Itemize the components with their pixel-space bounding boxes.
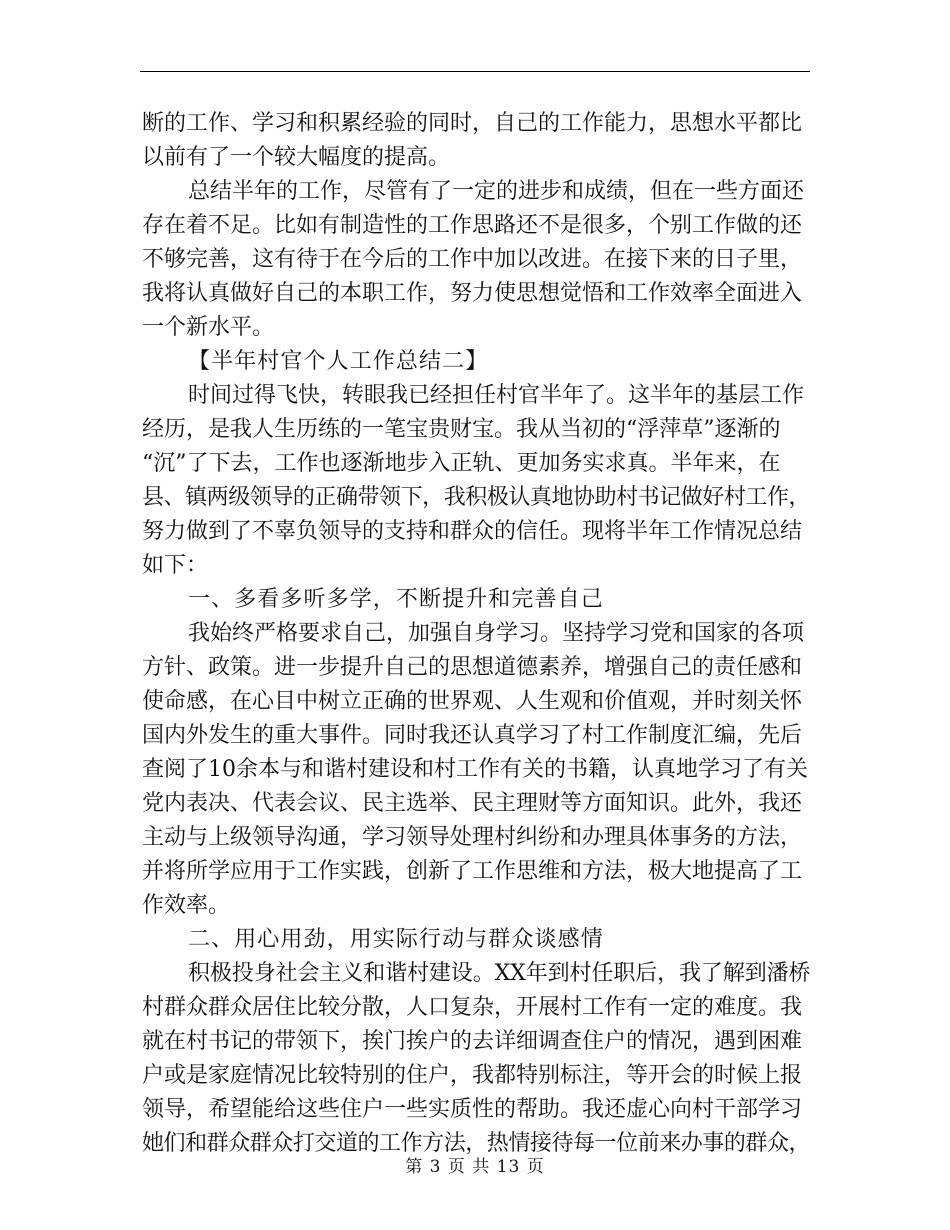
text-line: 不够完善，这有待于在今后的工作中加以改进。在接下来的日子里，	[142, 247, 803, 272]
text-line: 查阅了10余本与和谐村建设和村工作有关的书籍，认真地学习了有关	[142, 757, 808, 782]
text-line: 努力做到了不辜负领导的支持和群众的信任。现将半年工作情况总结	[142, 519, 803, 544]
text-line: 如下：	[142, 553, 209, 578]
text-line: 我始终严格要求自己，加强自身学习。坚持学习党和国家的各项	[188, 621, 805, 646]
text-line: 二、用心用劲，用实际行动与群众谈感情	[188, 927, 604, 952]
text-line: 一、多看多听多学，不断提升和完善自己	[188, 587, 604, 612]
text-line: 经历，是我人生历练的一笔宝贵财宝。我从当初的“浮萍草”逐渐的	[142, 417, 781, 442]
text-line: 我将认真做好自己的本职工作，努力使思想觉悟和工作效率全面进入	[142, 281, 803, 306]
text-line: 总结半年的工作，尽管有了一定的进步和成绩，但在一些方面还	[188, 179, 805, 204]
text-line: 【半年村官个人工作总结二】	[188, 349, 489, 374]
text-line: 断的工作、学习和积累经验的同时，自己的工作能力，思想水平都比	[142, 111, 803, 136]
text-line: “沉”了下去，工作也逐渐地步入正轨、更加务实求真。半年来，在	[142, 451, 781, 476]
text-line: 她们和群众群众打交道的工作方法，热情接待每一位前来办事的群众，	[142, 1131, 811, 1156]
text-line: 国内外发生的重大事件。同时我还认真学习了村工作制度汇编，先后	[142, 723, 803, 748]
text-line: 党内表决、代表会议、民主选举、民主理财等方面知识。此外，我还	[142, 791, 803, 816]
text-line: 积极投身社会主义和谐村建设。XX年到村任职后，我了解到潘桥	[188, 961, 811, 986]
text-line: 时间过得飞快，转眼我已经担任村官半年了。这半年的基层工作	[188, 383, 805, 408]
text-line: 并将所学应用于工作实践，创新了工作思维和方法，极大地提高了工	[142, 859, 803, 884]
text-line: 县、镇两级领导的正确带领下，我积极认真地协助村书记做好村工作，	[142, 485, 811, 510]
text-line: 就在村书记的带领下，挨门挨户的去详细调查住户的情况，遇到困难	[142, 1029, 803, 1054]
text-line: 存在着不足。比如有制造性的工作思路还不是很多，个别工作做的还	[142, 213, 803, 238]
header-rule	[140, 71, 810, 72]
text-line: 以前有了一个较大幅度的提高。	[142, 145, 451, 170]
text-line: 主动与上级领导沟通，学习领导处理村纠纷和办理具体事务的方法，	[142, 825, 803, 850]
page-footer: 第 3 页 共 13 页	[405, 1157, 545, 1177]
text-line: 一个新水平。	[142, 315, 275, 340]
text-line: 作效率。	[142, 893, 231, 918]
document-body	[142, 107, 810, 1161]
text-line: 村群众群众居住比较分散，人口复杂，开展村工作有一定的难度。我	[142, 995, 803, 1020]
text-line: 户或是家庭情况比较特别的住户，我都特别标注，等开会的时候上报	[142, 1063, 803, 1088]
text-line: 领导，希望能给这些住户一些实质性的帮助。我还虚心向村干部学习	[142, 1097, 803, 1122]
text-line: 使命感，在心目中树立正确的世界观、人生观和价值观，并时刻关怀	[142, 689, 803, 714]
text-line: 方针、政策。进一步提升自己的思想道德素养，增强自己的责任感和	[142, 655, 803, 680]
